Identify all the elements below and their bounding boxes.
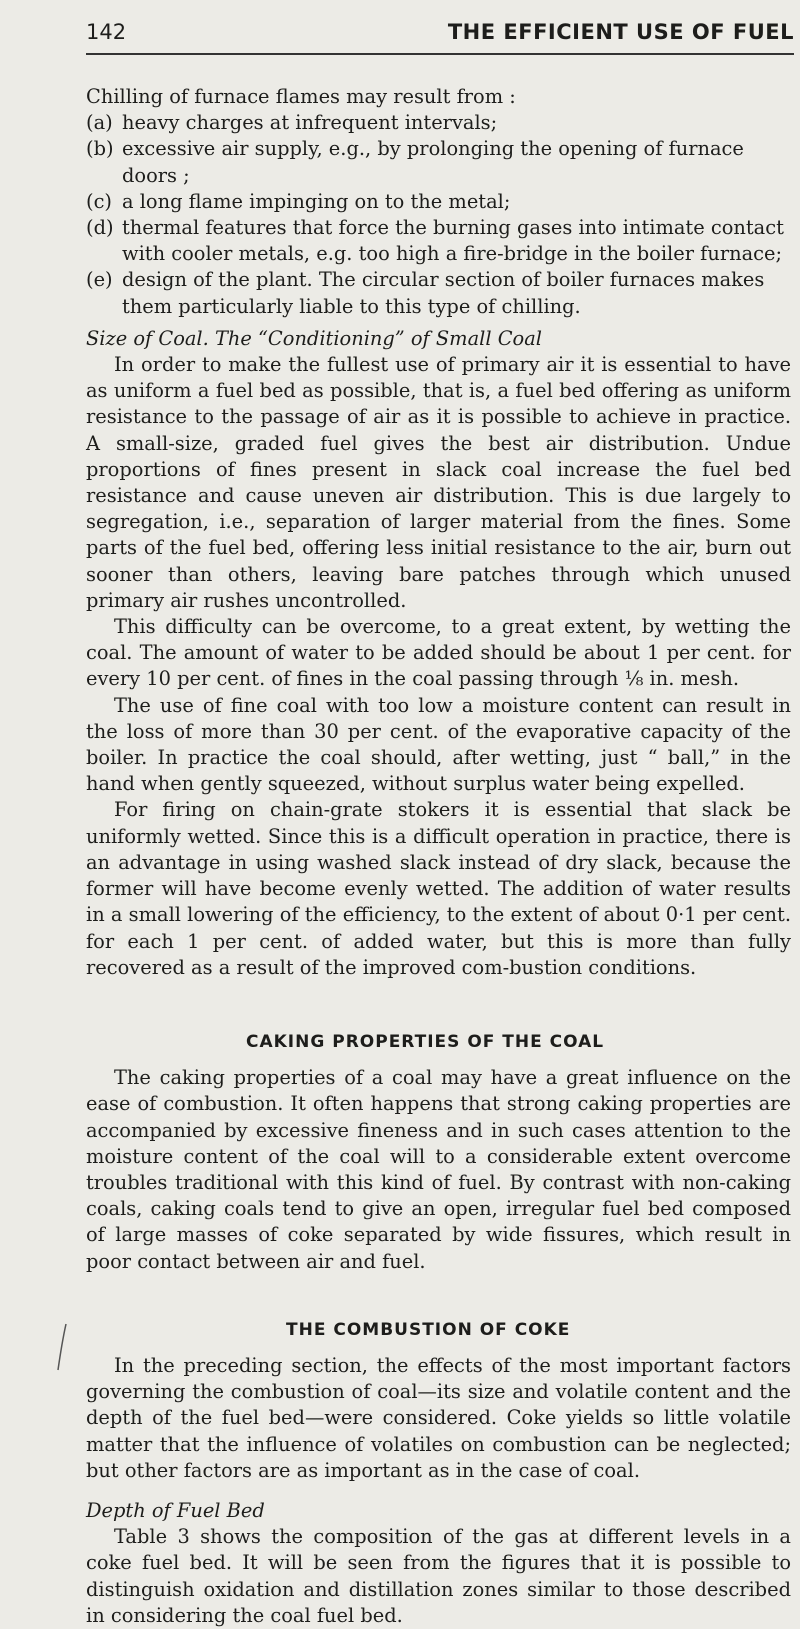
body-paragraph: The use of fine coal with too low a moisture content can result in the loss of more than 30 per cent. of the evaporative capacity of the boiler. In practice the coal should, after wetting, just “ ball,” in the hand when gently squeezed, without surplus water being expelled. bbox=[86, 693, 791, 796]
list-marker: (a) bbox=[86, 111, 113, 135]
list-marker: (c) bbox=[86, 189, 112, 213]
list-marker: (d) bbox=[86, 216, 114, 240]
page-header bbox=[86, 20, 794, 60]
page-number: 142 bbox=[86, 20, 127, 44]
list-marker: (e) bbox=[86, 268, 113, 292]
section-heading-coke: THE COMBUSTION OF COKE bbox=[286, 1319, 571, 1340]
body-paragraph: Table 3 shows the composition of the gas at different levels in a coke fuel bed. It will be seen from the figures that it is possible to distinguish oxidation and distillation zones similar to those described in considering the coal fuel bed. bbox=[86, 1525, 791, 1627]
body-paragraph: In order to make the fullest use of primary air it is essential to have as uniform a fuel bed as possible, that is, a fuel bed offering as uniform resistance to the passage of air as it is possible to achieve in practice. A small-size, graded fuel gives the best air distribution. Undue proportions of fines present in slack coal increase the fuel bed resistance and cause uneven air distribution. This is due largely to segregation, i.e., separation of larger material from the fines. Some parts of the fuel bed, offering less initial resistance to the air, burn out sooner than others, leaving bare patches through which unused primary air rushes uncontrolled. bbox=[86, 353, 791, 612]
list-marker: (b) bbox=[86, 137, 114, 161]
list-item-text: a long flame impinging on to the metal; bbox=[122, 189, 511, 213]
header-rule bbox=[86, 53, 794, 55]
list-item bbox=[86, 267, 791, 319]
list-item-text: thermal features that force the burning gases into intimate contact with cooler metals, e.g. too high a fire-bridge in the boiler furnace; bbox=[122, 216, 784, 266]
body-paragraph: The caking properties of a coal may have a great influence on the ease of combustion. It often happens that strong caking properties are accompanied by excessive fineness and in such cases attention to the moisture content of the coal will to a considerable extent overcome troubles traditional with this kind of fuel. By contrast with non-caking coals, caking coals tend to give an open, irregular fuel bed composed of large masses of coke separated by wide fissures, which result in poor contact between air and fuel. bbox=[86, 1066, 791, 1273]
chilling-intro: Chilling of furnace flames may result from : bbox=[86, 85, 516, 108]
list-item-text: excessive air supply, e.g., by prolonging the opening of furnace doors ; bbox=[122, 137, 744, 187]
depth-subheading: Depth of Fuel Bed bbox=[86, 1498, 265, 1522]
list-item-text: heavy charges at infrequent intervals; bbox=[122, 111, 498, 135]
list-item bbox=[86, 136, 791, 188]
pencil-mark bbox=[52, 1322, 72, 1372]
chilling-list bbox=[86, 110, 791, 320]
list-item bbox=[86, 215, 791, 267]
size-subheading: Size of Coal. The “Conditioning” of Small Coal bbox=[86, 326, 542, 350]
list-item bbox=[86, 189, 791, 215]
body-paragraph: For firing on chain-grate stokers it is essential that slack be uniformly wetted. Since this is a difficult operation in practice, there is an advantage in using washed slack instead of dry slack, because the former will have become evenly wetted. The addition of water results in a small lowering of the efficiency, to the extent of about 0·1 per cent. for each 1 per cent. of added water, but this is more than fully recovered as a result of the improved com-bustion conditions. bbox=[86, 798, 791, 979]
running-title: THE EFFICIENT USE OF FUEL bbox=[447, 20, 794, 44]
body-paragraph: In the preceding section, the effects of the most important factors governing the combustion of coal—its size and volatile content and the depth of the fuel bed—were considered. Coke yields so little volatile matter that the influence of volatiles on combustion can be neglected; but other factors are as important as in the case of coal. bbox=[86, 1353, 791, 1482]
body-paragraph: This difficulty can be overcome, to a great extent, by wetting the coal. The amount of water to be added should be about 1 per cent. for every 10 per cent. of fines in the coal passing through ⅛ in. mesh. bbox=[86, 615, 791, 691]
list-item-text: design of the plant. The circular section of boiler furnaces makes them particularly liable to this type of chilling. bbox=[122, 268, 765, 318]
page-body bbox=[86, 84, 791, 1629]
list-item bbox=[86, 110, 791, 136]
section-heading-caking: CAKING PROPERTIES OF THE COAL bbox=[246, 1031, 605, 1052]
